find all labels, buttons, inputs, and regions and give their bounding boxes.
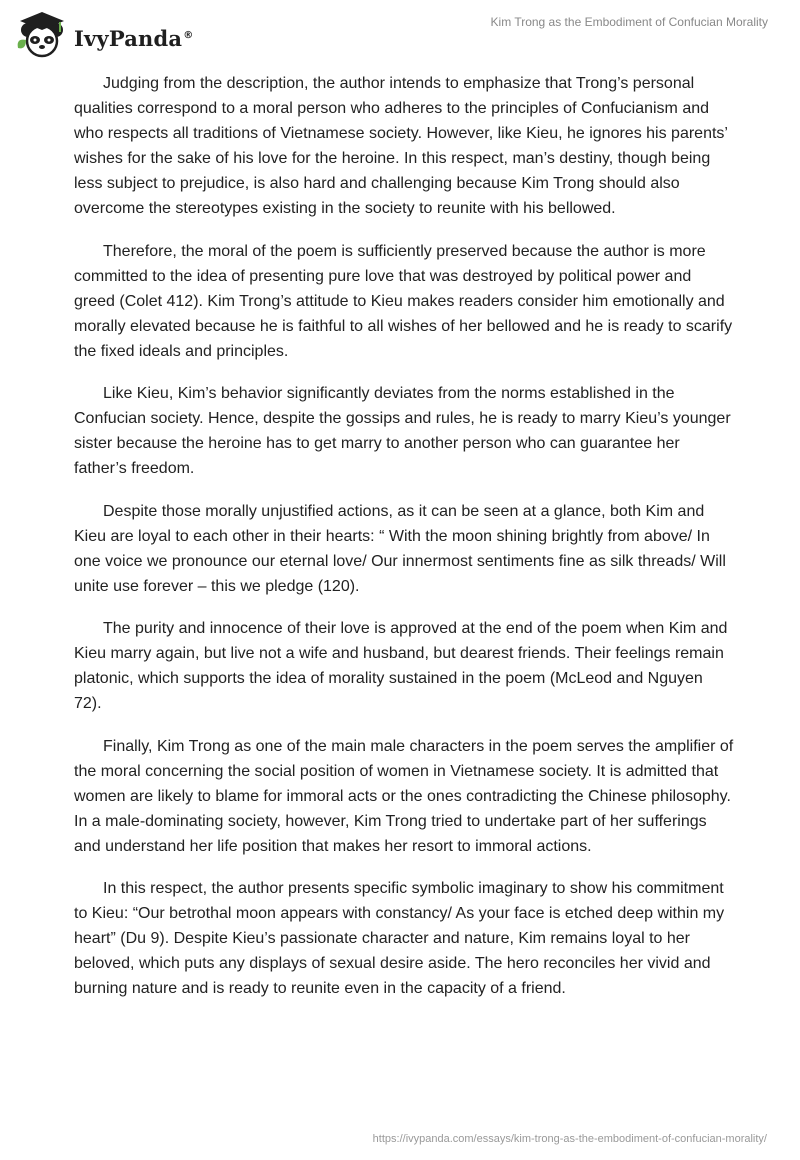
source-url[interactable]: https://ivypanda.com/essays/kim-trong-as-the-embodiment-of-confucian-morality/ <box>372 1133 767 1145</box>
brand-name: IvyPanda® <box>74 25 194 51</box>
paragraph: Therefore, the moral of the poem is sufficiently preserved because the author is more committed to the idea of presenting pure love that was destroyed by political power and greed (Colet 412). Kim Trong’s attitude to Kieu makes readers consider him emotionally and morally elevated because he is faithful to all wishes of her bellowed and he is ready to scarify the fixed ideals and principles. <box>74 242 733 360</box>
paragraph: Judging from the description, the author intends to emphasize that Trong’s personal qualities correspond to a moral person who adheres to the principles of Confucianism and who respects all traditions of Vietnamese society. However, like Kieu, he ignores his parents’ wishes for the sake of his love for the heroine. In this respect, man’s destiny, though being less subject to prejudice, is also hard and challenging because Kim Trong should also overcome the stereotypes existing in the society to reunite with his bellowed. <box>74 75 728 217</box>
document-title: Kim Trong as the Embodiment of Confucian Morality <box>490 15 768 29</box>
paragraph: In this respect, the author presents specific symbolic imaginary to show his commitment to Kieu: “Our betrothal moon appears with constancy/ As your face is etched deep within my heart” (Du 9). Despite Kieu’s passionate character and nature, Kim remains loyal to her beloved, which puts any displays of sexual desire aside. The hero reconciles her vivid and burning nature and is ready to reunite even in the capacity of a friend. <box>74 880 725 997</box>
paragraph: Like Kieu, Kim’s behavior significantly deviates from the norms established in the Confucian society. Hence, despite the gossips and rules, he is ready to marry Kieu’s younger sister because the heroine has to get marry to another person who can guarantee her father’s freedom. <box>74 385 731 477</box>
page-header <box>0 0 800 70</box>
paragraph: The purity and innocence of their love is approved at the end of the poem when Kim and Kieu marry again, but live not a wife and husband, but dearest friends. Their feelings remain platonic, which supports the idea of morality sustained in the poem (McLeod and Nguyen 72). <box>74 620 728 712</box>
paragraph: Despite those morally unjustified actions, as it can be seen at a glance, both Kim and Kieu are loyal to each other in their hearts: “ With the moon shining brightly from above/ In one voice we pronounce our eternal love/ Our innermost sentiments fine as silk threads/ Will unite use forever – this we pledge (120). <box>74 502 726 595</box>
panda-graduate-icon <box>14 10 70 60</box>
essay-body <box>74 71 734 1019</box>
brand-logo[interactable] <box>14 10 193 60</box>
paragraph: Finally, Kim Trong as one of the main male characters in the poem serves the amplifier of the moral concerning the social position of women in Vietnamese society. It is admitted that women are likely to blame for immoral acts or the ones contradicting the Chinese philosophy. In a male-dominating society, however, Kim Trong tried to undertake part of her sufferings and understand her life position that makes her resort to immoral actions. <box>74 737 734 855</box>
